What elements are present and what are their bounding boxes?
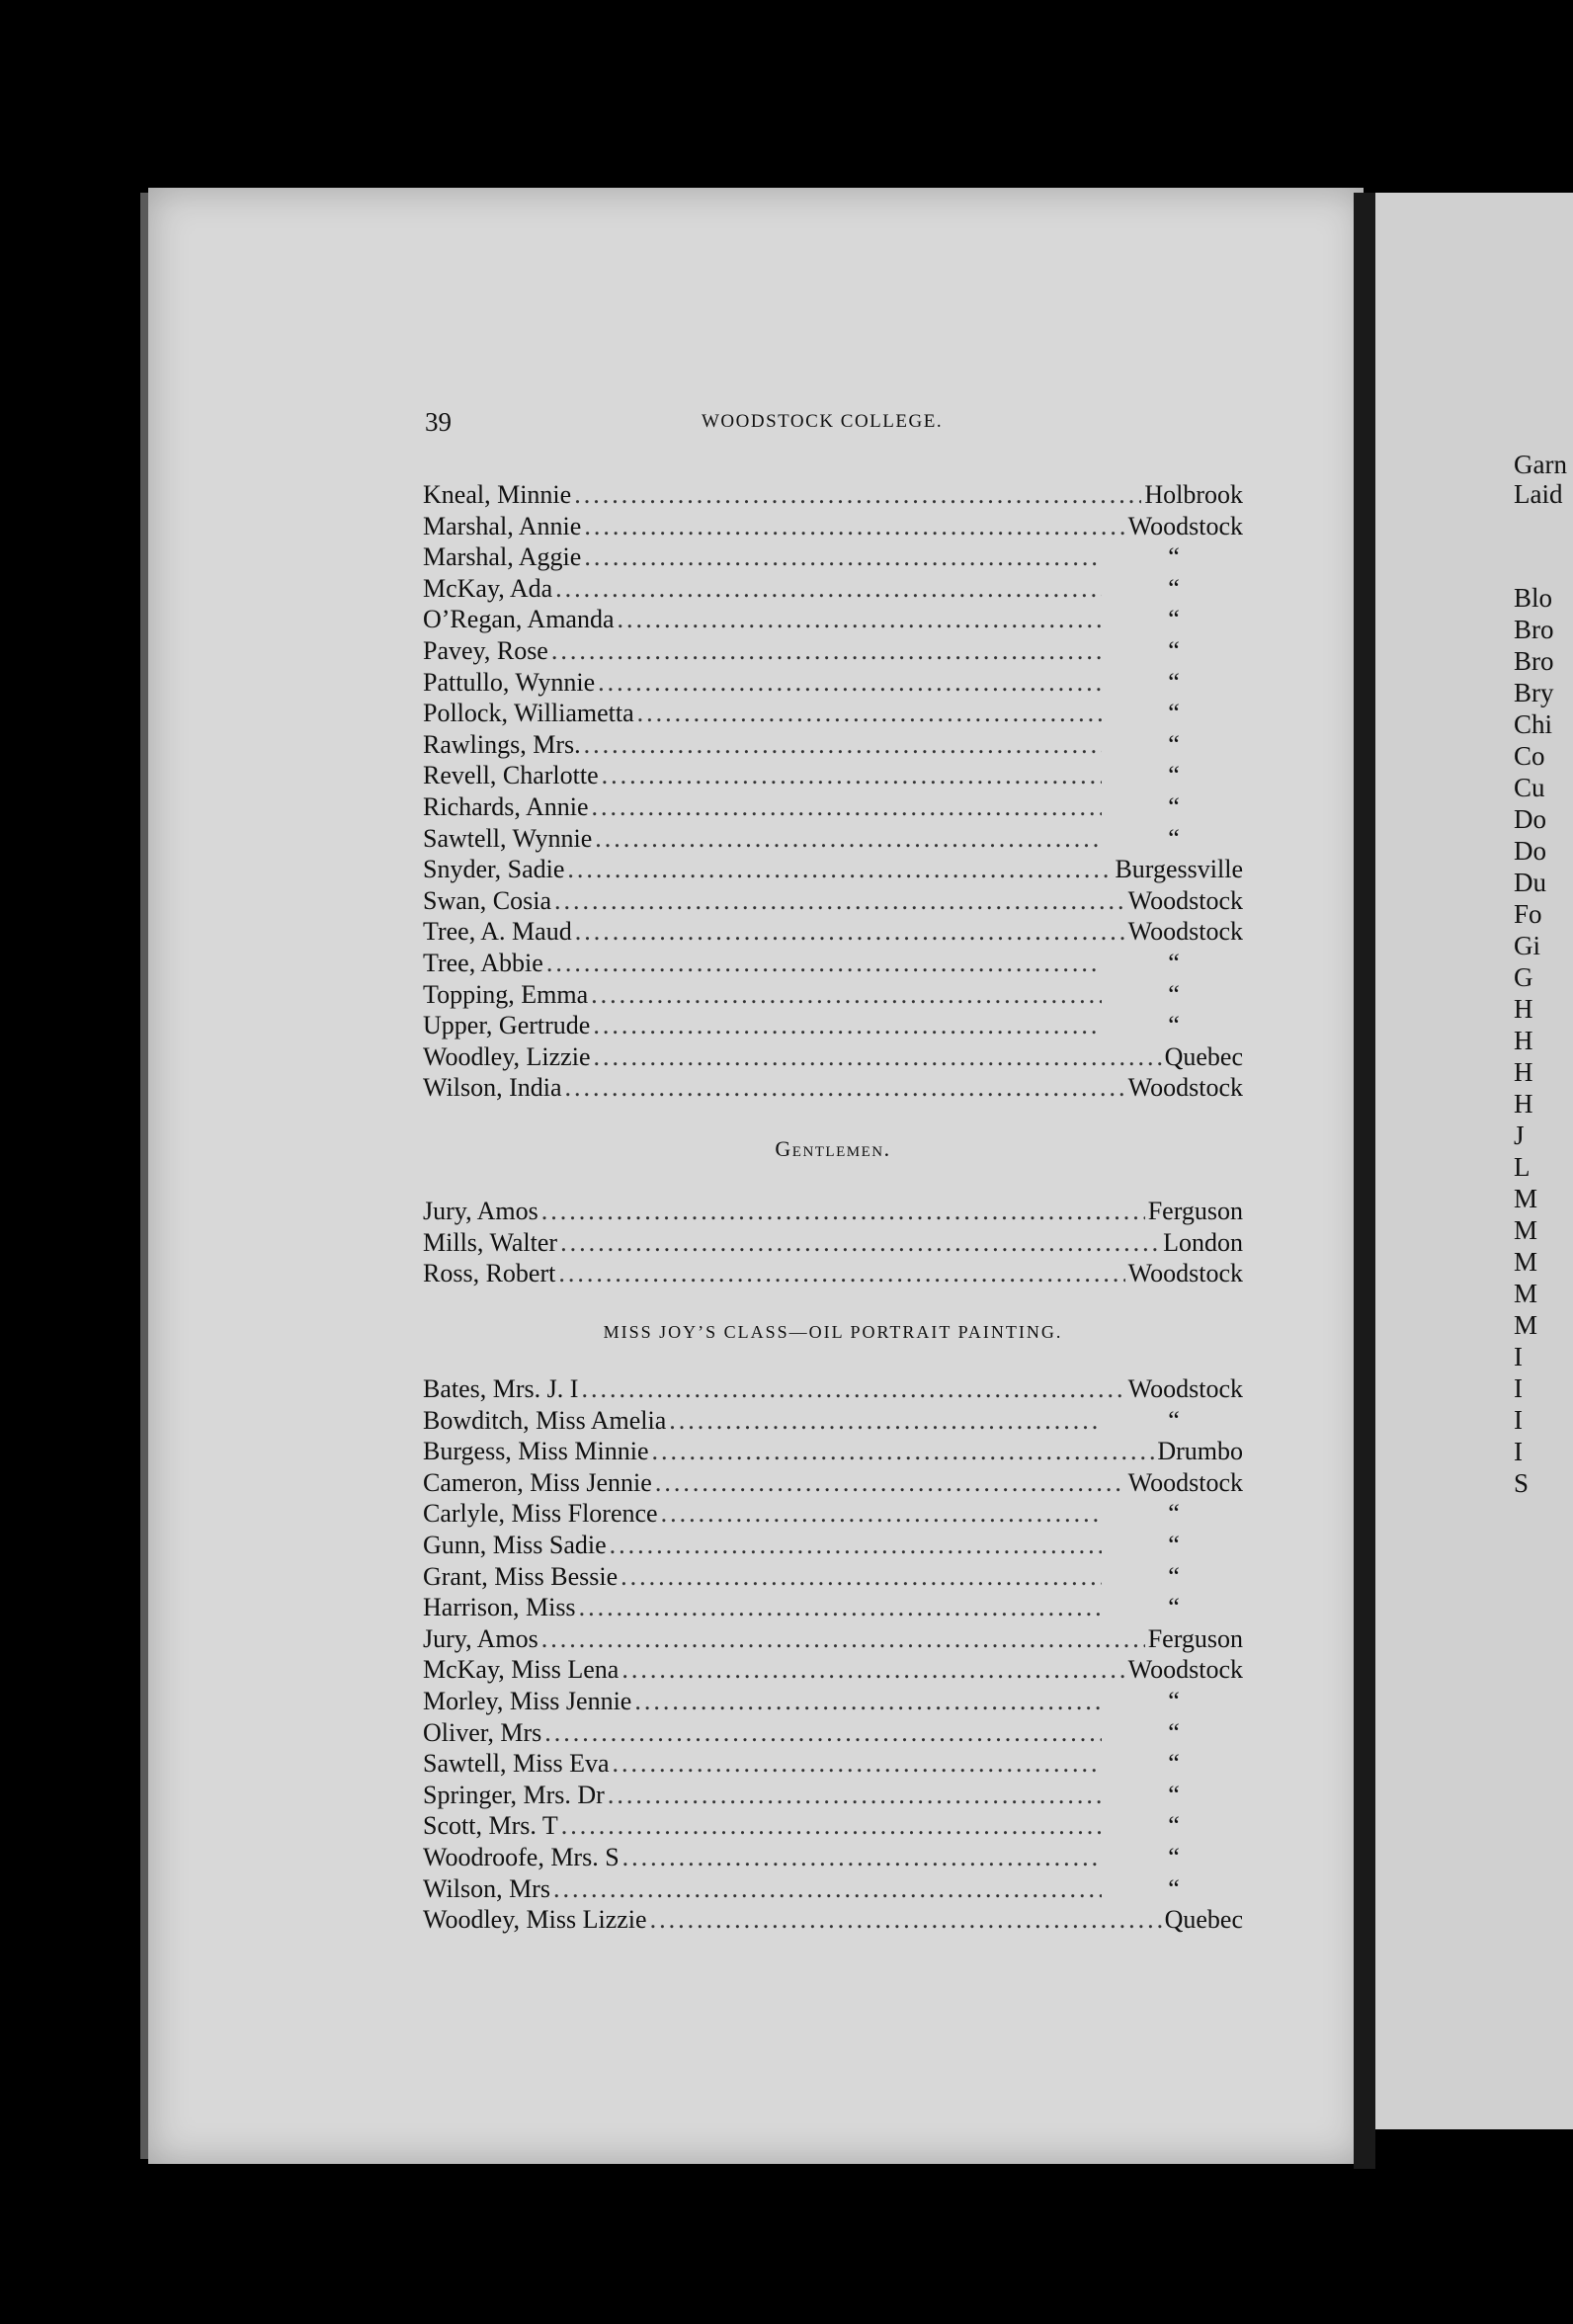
leader-dots bbox=[592, 791, 1102, 823]
entry-name: Pollock, Williametta bbox=[423, 699, 634, 728]
list-item bbox=[423, 541, 1243, 573]
adjacent-page-fragment: G bbox=[1514, 962, 1533, 992]
list-item bbox=[423, 1530, 1243, 1561]
entry-place: “ bbox=[1168, 667, 1180, 697]
entry-place: “ bbox=[1168, 979, 1180, 1009]
entry-place: “ bbox=[1168, 823, 1180, 853]
leader-dots bbox=[584, 511, 1124, 542]
leader-dots bbox=[541, 1196, 1145, 1227]
entry-name: Sawtell, Wynnie bbox=[423, 823, 593, 853]
list-item bbox=[423, 698, 1243, 729]
adjacent-page-fragment: I bbox=[1514, 1373, 1523, 1403]
leader-dots bbox=[598, 667, 1102, 699]
leader-dots bbox=[652, 1436, 1155, 1467]
gentlemen-heading: Gentlemen. bbox=[775, 1136, 891, 1161]
leader-dots bbox=[661, 1498, 1102, 1530]
adjacent-page-fragment: H bbox=[1514, 1026, 1533, 1055]
entry-name: Scott, Mrs. T bbox=[423, 1811, 558, 1841]
entry-place: Woodstock bbox=[1127, 1374, 1243, 1403]
leader-dots bbox=[602, 760, 1102, 791]
entry-place: “ bbox=[1168, 1717, 1180, 1747]
entry-name: Snyder, Sadie bbox=[423, 855, 565, 884]
list-item bbox=[423, 1010, 1243, 1041]
leader-dots bbox=[593, 1010, 1102, 1041]
list-item bbox=[423, 916, 1243, 948]
leader-dots bbox=[613, 1748, 1103, 1780]
entry-place: Woodstock bbox=[1127, 1655, 1243, 1685]
leader-dots bbox=[560, 1227, 1160, 1259]
adjacent-page-fragment: Blo bbox=[1514, 583, 1553, 613]
entry-name: Woodroofe, Mrs. S bbox=[423, 1842, 620, 1871]
adjacent-page-fragment: Cu bbox=[1514, 773, 1545, 802]
leader-dots bbox=[610, 1530, 1102, 1561]
entry-name: Carlyle, Miss Florence bbox=[423, 1499, 658, 1529]
leader-dots bbox=[655, 1467, 1125, 1499]
entry-place: Ferguson bbox=[1147, 1623, 1243, 1653]
list-item bbox=[423, 854, 1243, 885]
leader-dots bbox=[595, 823, 1102, 855]
entry-name: Burgess, Miss Minnie bbox=[423, 1437, 649, 1466]
leader-dots bbox=[565, 1072, 1125, 1104]
entry-name: Mills, Walter bbox=[423, 1227, 558, 1257]
list-item bbox=[423, 1258, 1243, 1289]
adjacent-page-fragment: J bbox=[1514, 1120, 1525, 1150]
list-item bbox=[423, 729, 1243, 761]
list-item bbox=[423, 1227, 1243, 1259]
entry-place: “ bbox=[1168, 699, 1180, 728]
leader-dots bbox=[608, 1780, 1102, 1811]
entry-place: “ bbox=[1168, 1811, 1180, 1841]
leader-dots bbox=[558, 1258, 1124, 1289]
entry-place: Quebec bbox=[1164, 1905, 1243, 1935]
gentlemen-list bbox=[423, 1196, 1243, 1289]
adjacent-page-fragment: M bbox=[1514, 1215, 1538, 1245]
list-item bbox=[423, 1810, 1243, 1842]
adjacent-page-fragment: I bbox=[1514, 1437, 1523, 1466]
page-header bbox=[425, 407, 1245, 441]
entry-place: “ bbox=[1168, 1780, 1180, 1809]
leader-dots bbox=[541, 1623, 1145, 1655]
entry-name: Sawtell, Miss Eva bbox=[423, 1749, 610, 1779]
entry-name: Richards, Annie bbox=[423, 791, 589, 821]
adjacent-page-fragment: Du bbox=[1514, 868, 1546, 897]
list-item bbox=[423, 1686, 1243, 1717]
list-item bbox=[423, 1373, 1243, 1405]
entry-place: Ferguson bbox=[1147, 1197, 1243, 1225]
entry-place: “ bbox=[1168, 1749, 1180, 1779]
list-item bbox=[423, 1467, 1243, 1499]
book-gutter bbox=[1354, 193, 1375, 2169]
entry-place: Woodstock bbox=[1127, 917, 1243, 947]
entry-place: Burgessville bbox=[1115, 855, 1243, 884]
entry-name: Topping, Emma bbox=[423, 979, 589, 1009]
entry-name: Jury, Amos bbox=[423, 1623, 538, 1653]
list-item bbox=[423, 1873, 1243, 1905]
list-item bbox=[423, 479, 1243, 511]
entry-place: “ bbox=[1168, 542, 1180, 572]
page-number: 39 bbox=[425, 407, 452, 437]
entry-place: “ bbox=[1168, 1873, 1180, 1903]
adjacent-page-fragment: S bbox=[1514, 1468, 1530, 1498]
leader-dots bbox=[551, 635, 1102, 667]
adjacent-page-fragment: Chi bbox=[1514, 709, 1553, 739]
list-item bbox=[423, 1498, 1243, 1530]
list-item bbox=[423, 1436, 1243, 1467]
adjacent-page-fragment: Bry bbox=[1514, 678, 1554, 707]
entry-name: Revell, Charlotte bbox=[423, 761, 599, 790]
entry-place: “ bbox=[1168, 635, 1180, 665]
leader-dots bbox=[593, 1041, 1161, 1073]
adjacent-page-fragment: M bbox=[1514, 1279, 1538, 1308]
adjacent-page-fragment: Gi bbox=[1514, 931, 1540, 960]
entry-name: Swan, Cosia bbox=[423, 885, 551, 915]
entry-name: Wilson, Mrs bbox=[423, 1873, 550, 1903]
list-item bbox=[423, 1717, 1243, 1749]
list-item bbox=[423, 1780, 1243, 1811]
entry-place: “ bbox=[1168, 1499, 1180, 1529]
list-item bbox=[423, 791, 1243, 823]
entry-place: “ bbox=[1168, 1686, 1180, 1715]
entry-name: Wilson, India bbox=[423, 1073, 562, 1103]
entry-name: Tree, A. Maud bbox=[423, 917, 572, 947]
adjacent-page-fragment: Bro bbox=[1514, 646, 1554, 676]
leader-dots bbox=[555, 573, 1102, 605]
leader-dots bbox=[553, 1873, 1102, 1905]
adjacent-page-fragment: Co bbox=[1514, 741, 1545, 771]
list-item bbox=[423, 1196, 1243, 1227]
entry-name: Springer, Mrs. Dr bbox=[423, 1780, 605, 1809]
entry-place: Holbrook bbox=[1144, 480, 1243, 509]
portrait-class-list bbox=[423, 1373, 1243, 1936]
list-item bbox=[423, 604, 1243, 635]
leader-dots bbox=[622, 1842, 1102, 1873]
leader-dots bbox=[618, 604, 1102, 635]
entry-name: Tree, Abbie bbox=[423, 948, 543, 977]
leader-dots bbox=[546, 948, 1102, 979]
entry-name: Pavey, Rose bbox=[423, 635, 548, 665]
list-item bbox=[423, 823, 1243, 855]
entry-place: “ bbox=[1168, 1405, 1180, 1435]
leader-dots bbox=[669, 1405, 1102, 1437]
list-item bbox=[423, 573, 1243, 605]
list-item bbox=[423, 1623, 1243, 1655]
leader-dots bbox=[554, 885, 1125, 917]
entry-place: “ bbox=[1168, 1593, 1180, 1622]
adjacent-page-fragment: Bro bbox=[1514, 615, 1554, 644]
list-item bbox=[423, 1748, 1243, 1780]
leader-dots bbox=[561, 1810, 1102, 1842]
leader-dots bbox=[591, 979, 1102, 1011]
entry-name: Morley, Miss Jennie bbox=[423, 1686, 632, 1715]
leader-dots bbox=[621, 1561, 1102, 1593]
entry-name: Jury, Amos bbox=[423, 1197, 538, 1225]
adjacent-page-fragment: H bbox=[1514, 1057, 1533, 1087]
entry-place: “ bbox=[1168, 761, 1180, 790]
entry-name: Bates, Mrs. J. I bbox=[423, 1374, 579, 1403]
adjacent-page-fragment: I bbox=[1514, 1342, 1523, 1371]
entry-place: Woodstock bbox=[1127, 885, 1243, 915]
list-item bbox=[423, 1405, 1243, 1437]
adjacent-page-fragment: M bbox=[1514, 1310, 1538, 1340]
entry-name: Rawlings, Mrs. bbox=[423, 729, 581, 759]
entry-place: “ bbox=[1168, 1561, 1180, 1591]
entry-place: “ bbox=[1168, 791, 1180, 821]
leader-dots bbox=[621, 1654, 1124, 1686]
entry-name: Grant, Miss Bessie bbox=[423, 1561, 619, 1591]
leader-dots bbox=[584, 729, 1102, 761]
entry-name: Pattullo, Wynnie bbox=[423, 667, 596, 697]
entry-name: Marshal, Aggie bbox=[423, 542, 582, 572]
entry-place: Drumbo bbox=[1157, 1437, 1243, 1466]
adjacent-page-fragment: M bbox=[1514, 1184, 1538, 1213]
leader-dots bbox=[575, 916, 1125, 948]
list-item bbox=[423, 979, 1243, 1011]
entry-place: “ bbox=[1168, 1842, 1180, 1871]
list-item bbox=[423, 948, 1243, 979]
entry-name: Woodley, Miss Lizzie bbox=[423, 1905, 647, 1935]
adjacent-page-fragment: Garn bbox=[1514, 450, 1567, 479]
class-heading: MISS JOY’S CLASS—OIL PORTRAIT PAINTING. bbox=[603, 1322, 1063, 1342]
list-item bbox=[423, 667, 1243, 699]
leader-dots bbox=[574, 479, 1141, 511]
leader-dots bbox=[650, 1904, 1162, 1936]
list-item bbox=[423, 635, 1243, 667]
entry-name: Gunn, Miss Sadie bbox=[423, 1530, 607, 1559]
adjacent-page-fragment: H bbox=[1514, 994, 1533, 1024]
adjacent-page-fragment: Do bbox=[1514, 804, 1546, 834]
entry-place: Quebec bbox=[1164, 1041, 1243, 1071]
adjacent-page-fragment: L bbox=[1514, 1152, 1531, 1182]
entry-name: McKay, Ada bbox=[423, 573, 553, 603]
list-item bbox=[423, 1072, 1243, 1104]
entry-name: Cameron, Miss Jennie bbox=[423, 1467, 652, 1497]
entry-place: Woodstock bbox=[1127, 511, 1243, 540]
list-item bbox=[423, 511, 1243, 542]
entry-place: “ bbox=[1168, 729, 1180, 759]
entry-name: Marshal, Annie bbox=[423, 511, 582, 540]
leader-dots bbox=[581, 1373, 1124, 1405]
entry-name: Ross, Robert bbox=[423, 1259, 556, 1288]
adjacent-page bbox=[1375, 193, 1573, 2129]
entry-name: Upper, Gertrude bbox=[423, 1011, 591, 1040]
leader-dots bbox=[634, 1686, 1102, 1717]
entry-name: Bowditch, Miss Amelia bbox=[423, 1405, 667, 1435]
entry-name: Kneal, Minnie bbox=[423, 480, 572, 509]
entry-place: Woodstock bbox=[1127, 1259, 1243, 1288]
list-item bbox=[423, 1842, 1243, 1873]
adjacent-page-fragment: Laid bbox=[1514, 479, 1563, 509]
entry-place: “ bbox=[1168, 1530, 1180, 1559]
entry-place: Woodstock bbox=[1127, 1073, 1243, 1103]
leader-dots bbox=[567, 854, 1112, 885]
entry-name: Harrison, Miss bbox=[423, 1593, 576, 1622]
list-item bbox=[423, 1592, 1243, 1623]
entry-name: O’Regan, Amanda bbox=[423, 605, 615, 634]
leader-dots bbox=[544, 1717, 1102, 1749]
adjacent-page-fragment: I bbox=[1514, 1405, 1523, 1435]
entry-place: “ bbox=[1168, 605, 1180, 634]
entry-place: Woodstock bbox=[1127, 1467, 1243, 1497]
entry-name: Woodley, Lizzie bbox=[423, 1041, 591, 1071]
leader-dots bbox=[584, 541, 1102, 573]
ladies-list bbox=[423, 479, 1243, 1104]
leader-dots bbox=[579, 1592, 1102, 1623]
adjacent-page-fragment: Fo bbox=[1514, 899, 1542, 929]
entry-name: McKay, Miss Lena bbox=[423, 1655, 620, 1685]
running-title: WOODSTOCK COLLEGE. bbox=[702, 411, 944, 432]
entry-name: Oliver, Mrs bbox=[423, 1717, 542, 1747]
adjacent-page-fragment: Do bbox=[1514, 836, 1546, 866]
adjacent-page-fragment: H bbox=[1514, 1089, 1533, 1119]
entry-place: “ bbox=[1168, 573, 1180, 603]
list-item bbox=[423, 885, 1243, 917]
list-item bbox=[423, 1904, 1243, 1936]
list-item bbox=[423, 1561, 1243, 1593]
entry-place: “ bbox=[1168, 948, 1180, 977]
entry-place: “ bbox=[1168, 1011, 1180, 1040]
adjacent-page-fragment: M bbox=[1514, 1247, 1538, 1277]
list-item bbox=[423, 1654, 1243, 1686]
leader-dots bbox=[637, 698, 1102, 729]
list-item bbox=[423, 760, 1243, 791]
entry-place: London bbox=[1163, 1227, 1243, 1257]
list-item bbox=[423, 1041, 1243, 1073]
